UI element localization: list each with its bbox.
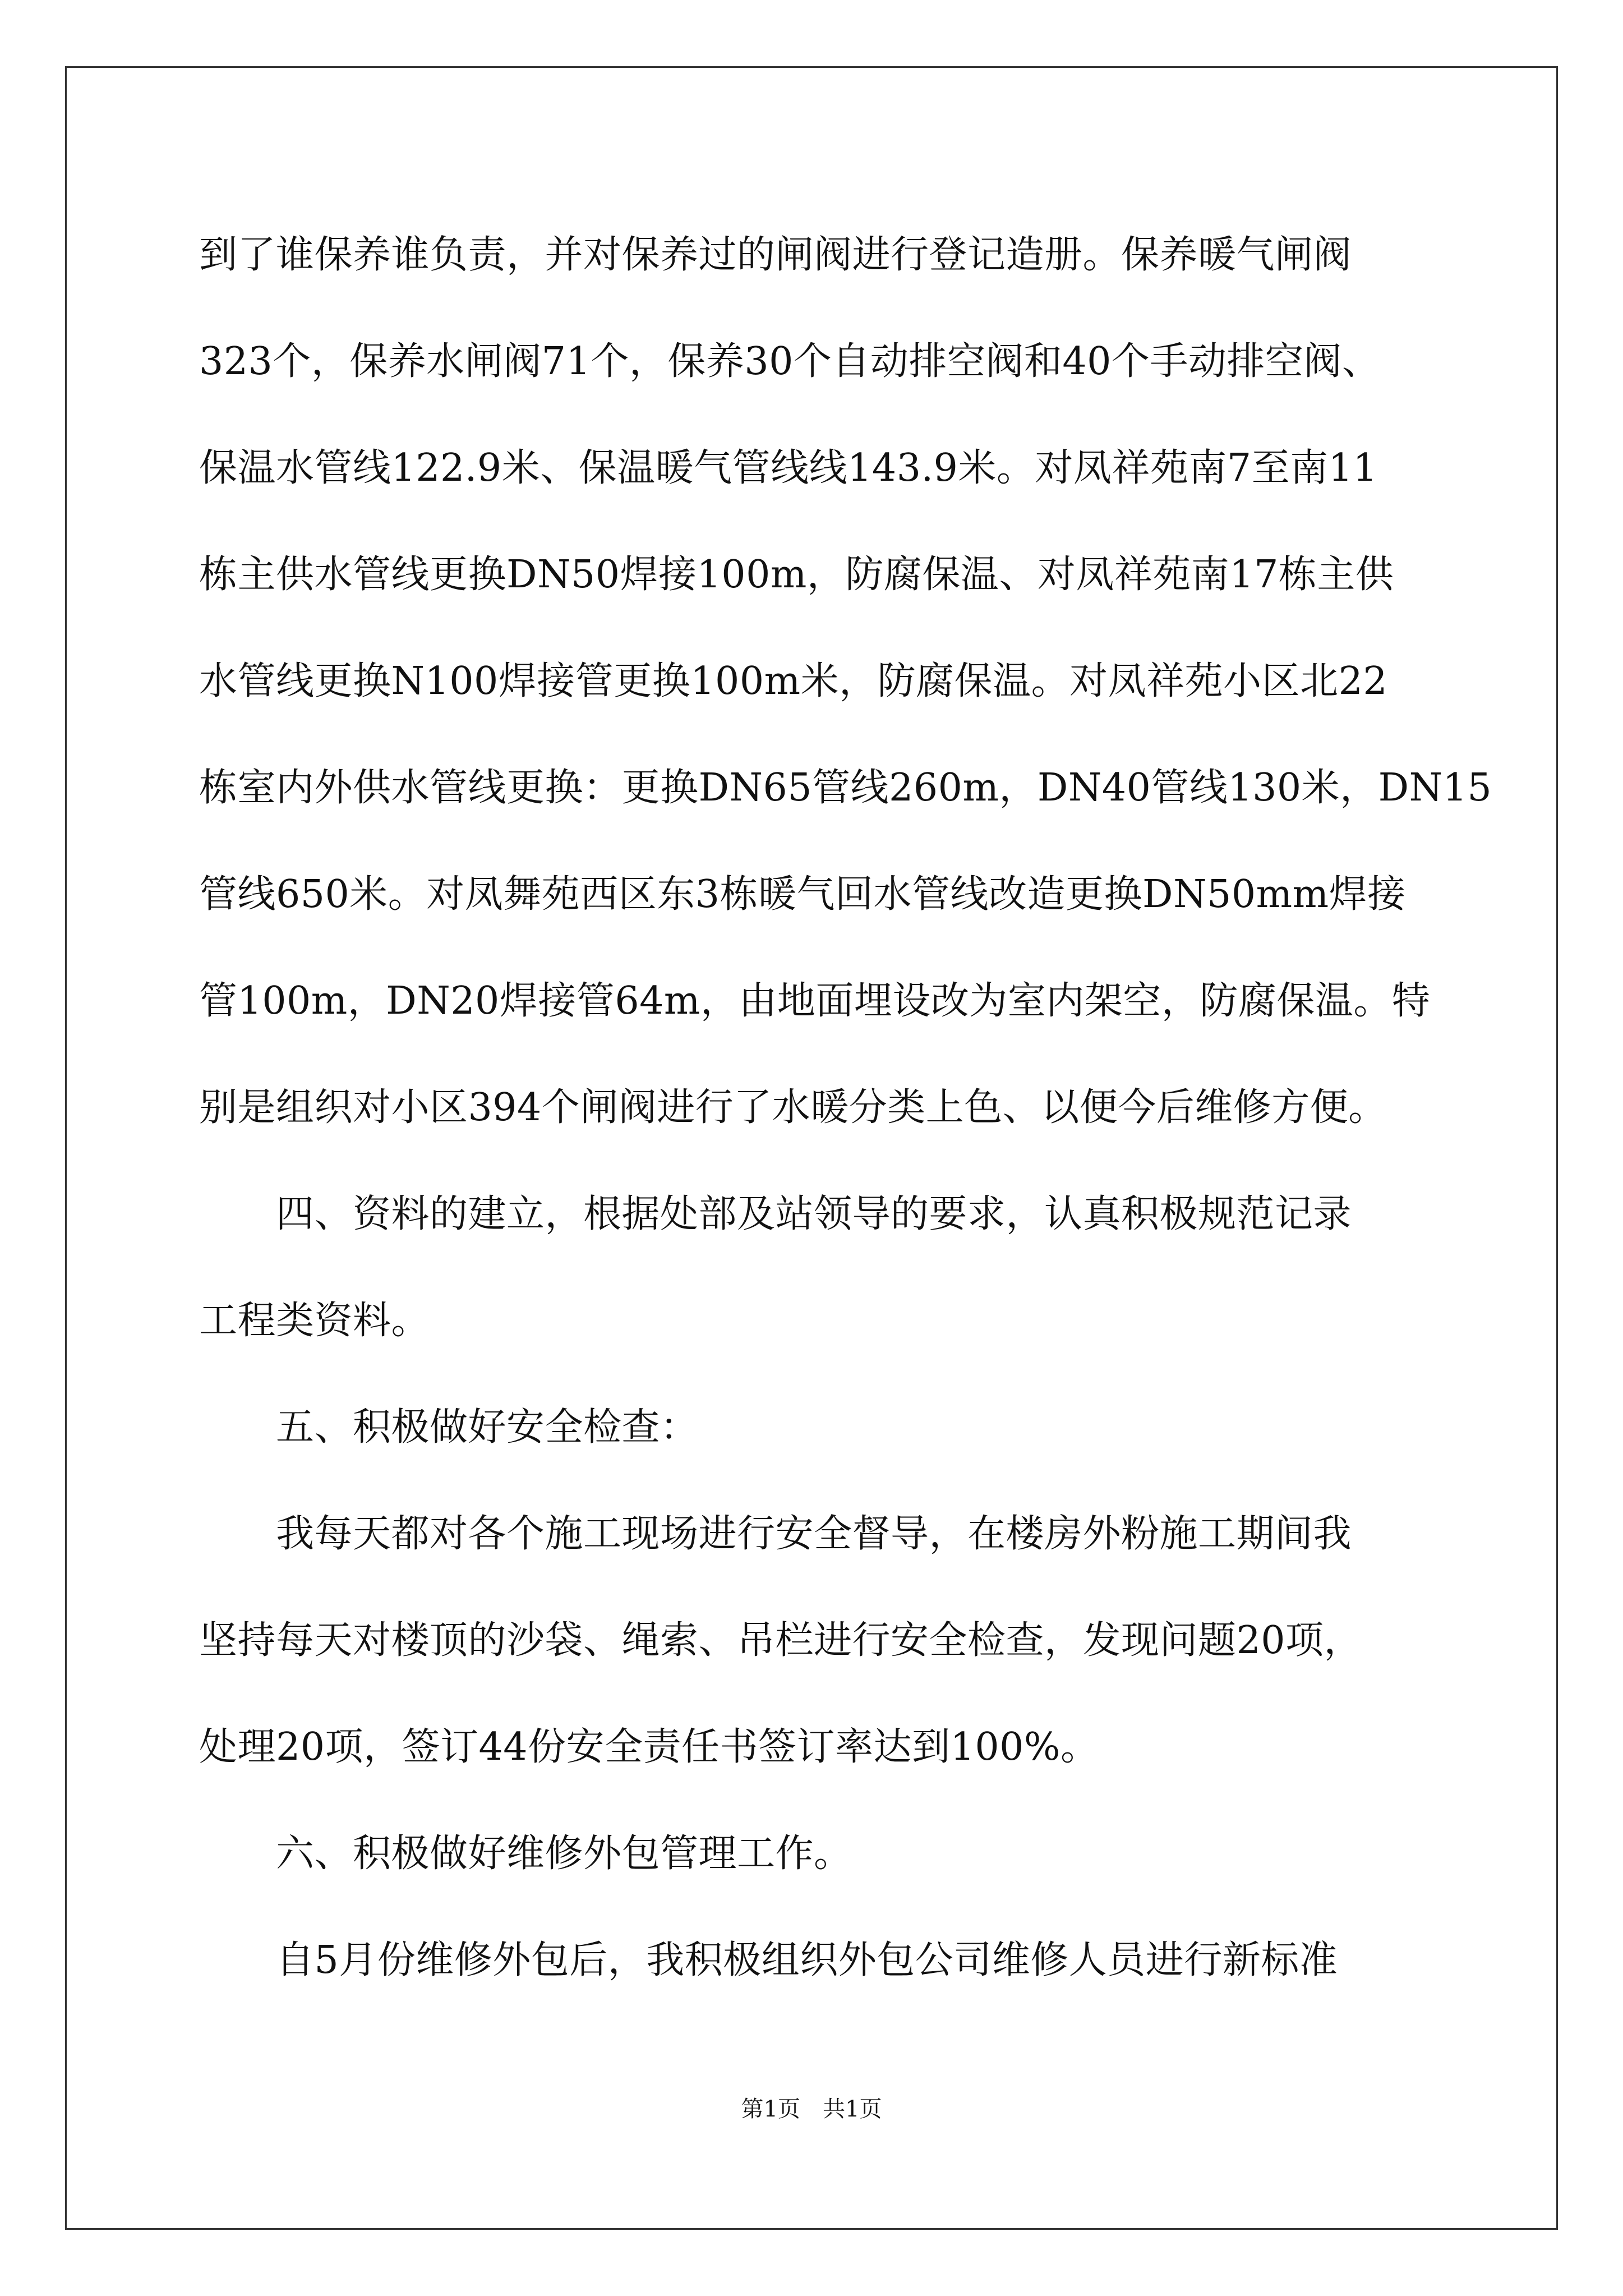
text-line: 到了谁保养谁负责，并对保养过的闸阀进行登记造册。保养暖气闸阀: [199, 233, 1352, 277]
text-line: 管线650米。对凤舞苑西区东3栋暖气回水管线改造更换DN50mm焊接: [199, 872, 1406, 917]
page-footer: 第1页 共1页: [741, 2096, 882, 2122]
text-line: 别是组织对小区394个闸阀进行了水暖分类上色、以便今后维修方便。: [199, 1085, 1387, 1130]
document-body: [199, 202, 1492, 2014]
section-heading-line: 六、积极做好维修外包管理工作。: [199, 1832, 852, 1876]
text-line: 工程类资料。: [199, 1299, 430, 1343]
text-line: 我每天都对各个施工现场进行安全督导，在楼房外粉施工期间我: [199, 1512, 1352, 1556]
text-line: 处理20项，签订44份安全责任书签订率达到100%。: [199, 1725, 1099, 1769]
text-line: 自5月份维修外包后，我积极组织外包公司维修人员进行新标准: [199, 1938, 1338, 1982]
text-line: 管100m，DN20焊接管64m，由地面埋设改为室内架空，防腐保温。特: [199, 979, 1431, 1023]
text-line: 栋主供水管线更换DN50焊接100m，防腐保温、对凤祥苑南17栋主供: [199, 553, 1394, 597]
text-line: 栋室内外供水管线更换：更换DN65管线260m，DN40管线130米，DN15: [199, 766, 1492, 810]
text-line: 坚持每天对楼顶的沙袋、绳索、吊栏进行安全检查，发现问题20项，: [199, 1618, 1363, 1663]
section-heading-line: 五、积极做好安全检查：: [199, 1405, 699, 1450]
text-line: 323个，保养水闸阀71个，保养30个自动排空阀和40个手动排空阀、: [199, 339, 1381, 384]
text-line: 保温水管线122.9米、保温暖气管线线143.9米。对凤祥苑南7至南11: [199, 446, 1378, 490]
text-line: 水管线更换N100焊接管更换100m米，防腐保温。对凤祥苑小区北22: [199, 659, 1388, 703]
section-heading-line: 四、资料的建立，根据处部及站领导的要求，认真积极规范记录: [199, 1192, 1352, 1236]
